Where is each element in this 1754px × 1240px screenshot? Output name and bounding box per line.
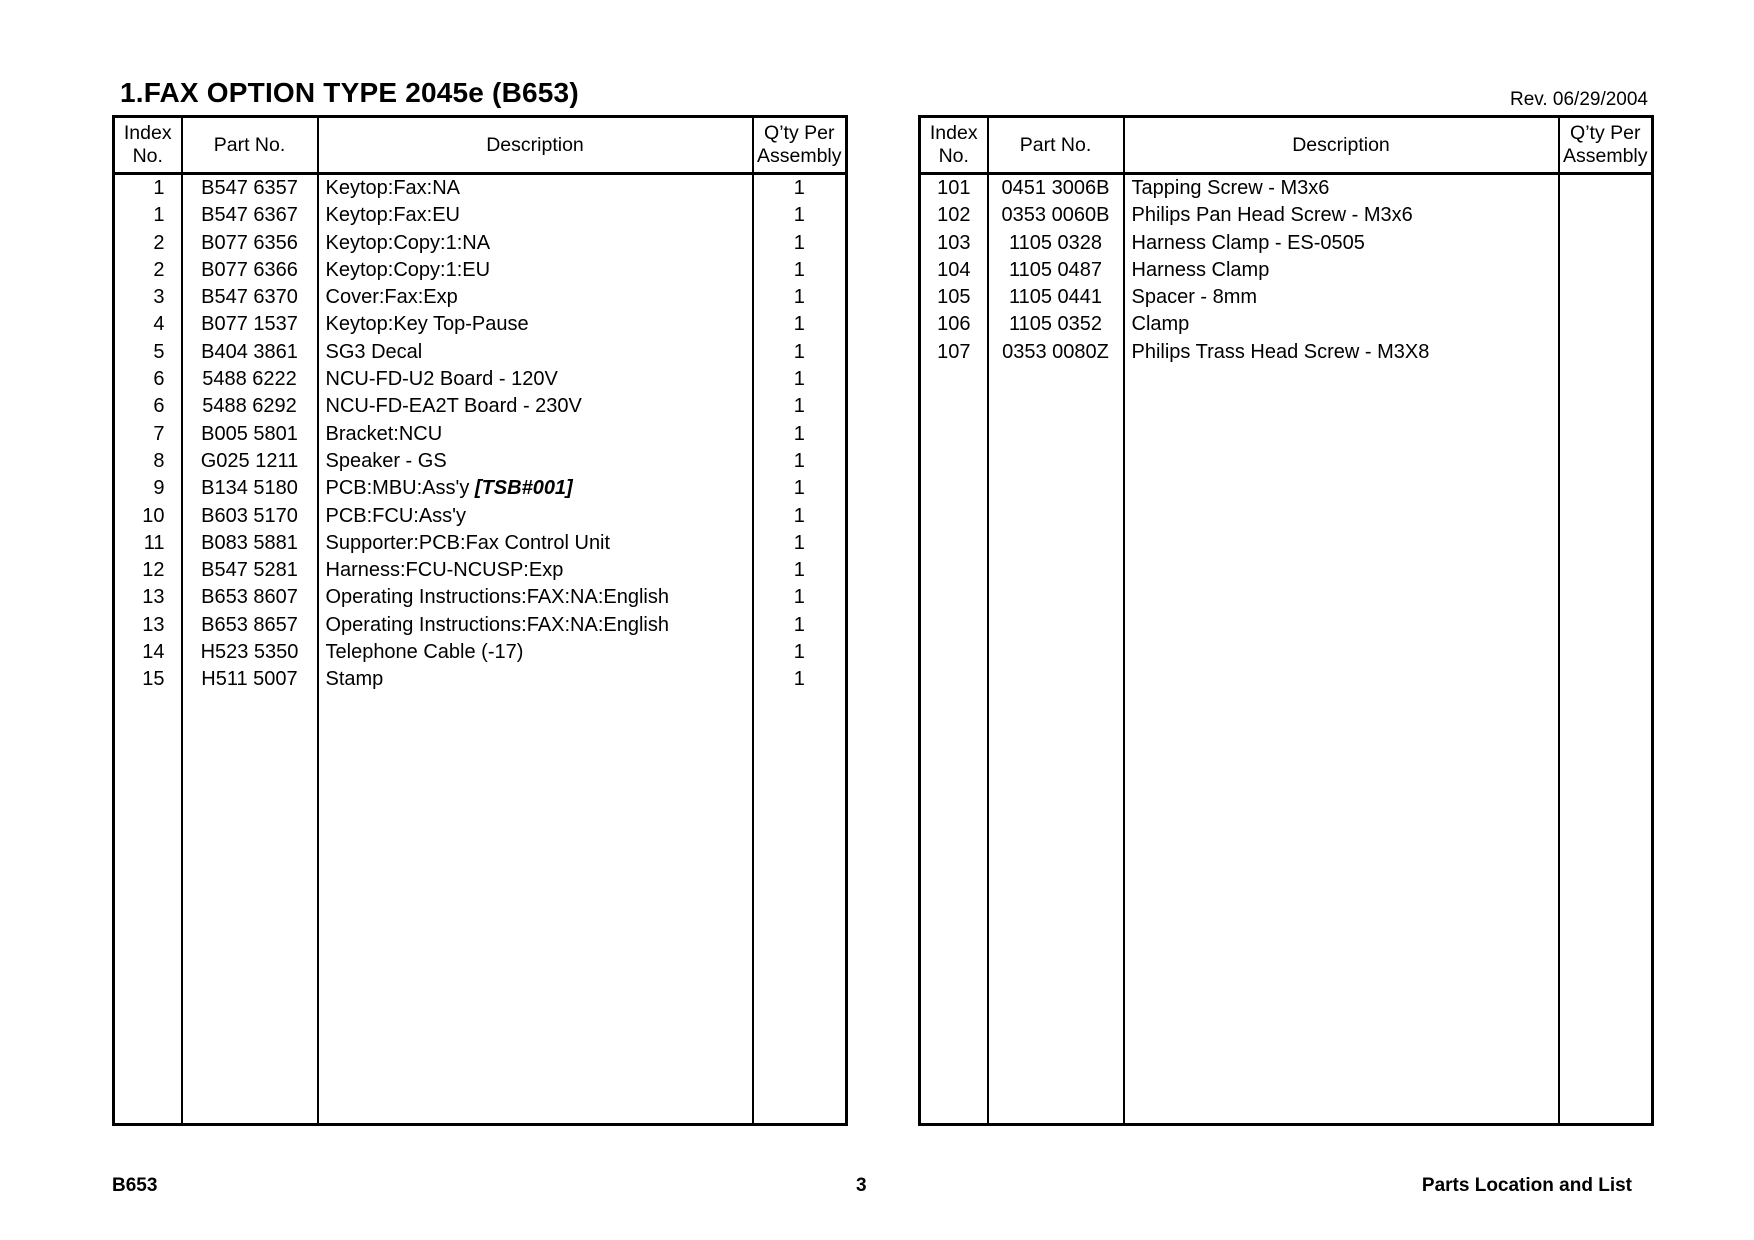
part-no-cell: 5488 6292 — [182, 393, 318, 420]
qty-cell: 1 — [753, 230, 847, 257]
part-no-cell: G025 1211 — [182, 448, 318, 475]
qty-cell — [1559, 284, 1653, 311]
part-no-cell: 0451 3006B — [988, 174, 1124, 203]
part-no-cell: B547 6357 — [182, 174, 318, 203]
index-cell: 2 — [153, 258, 165, 281]
index-cell: 105 — [937, 286, 971, 309]
qty-cell: 1 — [753, 639, 847, 666]
index-cell: 2 — [153, 231, 165, 254]
part-no-cell: B134 5180 — [182, 475, 318, 502]
part-no-cell: 1105 0487 — [988, 257, 1124, 284]
table-header-row — [114, 117, 847, 174]
table-row — [114, 202, 847, 229]
qty-cell: 1 — [753, 475, 847, 502]
description-cell: Keytop:Fax:NA — [318, 174, 753, 203]
part-no-cell: B077 6356 — [182, 230, 318, 257]
part-no-column-header: Part No. — [988, 117, 1124, 174]
empty-cell — [988, 366, 1124, 1124]
index-cell: 1 — [153, 204, 165, 227]
description-cell: Keytop:Fax:EU — [318, 202, 753, 229]
footer-model: B653 — [112, 1175, 158, 1196]
description-cell: PCB:FCU:Ass'y — [318, 503, 753, 530]
empty-cell — [318, 694, 753, 1125]
table-row — [920, 230, 1653, 257]
table-row — [114, 284, 847, 311]
table-row — [114, 174, 847, 203]
empty-cell — [1559, 366, 1653, 1124]
table-row — [114, 366, 847, 393]
qty-cell: 1 — [753, 612, 847, 639]
part-no-cell: B005 5801 — [182, 421, 318, 448]
footer-page-number: 3 — [856, 1175, 867, 1196]
description-cell: Philips Pan Head Screw - M3x6 — [1124, 202, 1559, 229]
index-cell: 9 — [153, 477, 165, 500]
description-cell: NCU-FD-U2 Board - 120V — [318, 366, 753, 393]
table-row — [920, 174, 1653, 203]
qty-cell: 1 — [753, 366, 847, 393]
part-no-cell: B547 6370 — [182, 284, 318, 311]
description-cell: Stamp — [318, 666, 753, 693]
qty-cell — [1559, 339, 1653, 366]
page-title: 1.FAX OPTION TYPE 2045e (B653) — [120, 77, 579, 108]
part-no-cell: B653 8657 — [182, 612, 318, 639]
part-no-cell: H511 5007 — [182, 666, 318, 693]
description-cell: NCU-FD-EA2T Board - 230V — [318, 393, 753, 420]
empty-cell — [182, 694, 318, 1125]
index-cell: 101 — [937, 177, 971, 199]
part-no-column-header: Part No. — [182, 117, 318, 174]
table-row — [114, 393, 847, 420]
empty-cell — [753, 694, 847, 1125]
qty-cell — [1559, 257, 1653, 284]
table-filler-row — [114, 694, 847, 1125]
table-row — [114, 448, 847, 475]
parts-table-right — [918, 115, 1654, 1126]
part-no-cell: B083 5881 — [182, 530, 318, 557]
part-no-cell: 1105 0352 — [988, 311, 1124, 338]
description-cell: Supporter:PCB:Fax Control Unit — [318, 530, 753, 557]
qty-cell: 1 — [753, 202, 847, 229]
index-cell: 11 — [143, 531, 165, 554]
footer-section: Parts Location and List — [1421, 1175, 1632, 1196]
index-cell: 103 — [937, 231, 971, 254]
part-no-cell: B547 6367 — [182, 202, 318, 229]
table-row — [114, 530, 847, 557]
qty-column-header: Q’ty Per Assembly — [1559, 117, 1653, 174]
index-cell: 7 — [153, 422, 165, 445]
table-row — [920, 339, 1653, 366]
index-cell: 3 — [153, 286, 165, 309]
description-cell: Tapping Screw - M3x6 — [1124, 174, 1559, 203]
part-no-cell: 1105 0441 — [988, 284, 1124, 311]
description-cell: Cover:Fax:Exp — [318, 284, 753, 311]
description-column-header: Description — [1124, 117, 1559, 174]
qty-cell: 1 — [753, 311, 847, 338]
description-cell: Bracket:NCU — [318, 421, 753, 448]
empty-cell — [920, 366, 988, 1124]
description-cell: Harness:FCU-NCUSP:Exp — [318, 557, 753, 584]
qty-cell — [1559, 311, 1653, 338]
description-cell: Telephone Cable (-17) — [318, 639, 753, 666]
table-row — [114, 639, 847, 666]
part-no-cell: 1105 0328 — [988, 230, 1124, 257]
description-cell: Spacer - 8mm — [1124, 284, 1559, 311]
description-cell: Harness Clamp — [1124, 257, 1559, 284]
part-no-cell: B404 3861 — [182, 339, 318, 366]
qty-cell: 1 — [753, 448, 847, 475]
index-cell: 10 — [142, 504, 165, 527]
description-cell: PCB:MBU:Ass'y [TSB#001] — [318, 475, 753, 502]
description-cell: Keytop:Copy:1:NA — [318, 230, 753, 257]
table-row — [114, 475, 847, 502]
part-no-cell: B653 8607 — [182, 584, 318, 611]
table-row — [114, 257, 847, 284]
index-column-header: Index No. — [920, 117, 988, 174]
qty-cell: 1 — [753, 557, 847, 584]
table-row — [114, 612, 847, 639]
description-cell: SG3 Decal — [318, 339, 753, 366]
part-no-cell: H523 5350 — [182, 639, 318, 666]
qty-column-header: Q’ty Per Assembly — [753, 117, 847, 174]
part-no-cell: 0353 0080Z — [988, 339, 1124, 366]
index-cell: 4 — [153, 313, 165, 336]
description-cell: Operating Instructions:FAX:NA:English — [318, 612, 753, 639]
parts-table-left — [112, 115, 848, 1126]
qty-cell: 1 — [753, 584, 847, 611]
index-cell: 1 — [153, 177, 165, 199]
index-column-header: Index No. — [114, 117, 182, 174]
table-row — [920, 257, 1653, 284]
table-row — [114, 421, 847, 448]
description-cell: Philips Trass Head Screw - M3X8 — [1124, 339, 1559, 366]
qty-cell: 1 — [753, 393, 847, 420]
qty-cell: 1 — [753, 284, 847, 311]
description-cell: Clamp — [1124, 311, 1559, 338]
table-row — [114, 666, 847, 693]
table-row — [114, 311, 847, 338]
part-no-cell: B547 5281 — [182, 557, 318, 584]
description-cell: Keytop:Copy:1:EU — [318, 257, 753, 284]
part-no-cell: 0353 0060B — [988, 202, 1124, 229]
table-row — [920, 311, 1653, 338]
index-cell: 5 — [153, 340, 165, 363]
qty-cell — [1559, 230, 1653, 257]
table-filler-row — [920, 366, 1653, 1124]
index-cell: 8 — [153, 449, 165, 472]
revision-date: Rev. 06/29/2004 — [1509, 89, 1648, 110]
index-cell: 104 — [937, 258, 971, 281]
description-column-header: Description — [318, 117, 753, 174]
index-cell: 13 — [142, 613, 165, 636]
qty-cell — [1559, 174, 1653, 203]
part-no-cell: B077 1537 — [182, 311, 318, 338]
qty-cell: 1 — [753, 421, 847, 448]
description-cell: Keytop:Key Top-Pause — [318, 311, 753, 338]
table-row — [920, 284, 1653, 311]
qty-cell: 1 — [753, 503, 847, 530]
index-cell: 6 — [153, 395, 165, 418]
qty-cell: 1 — [753, 257, 847, 284]
tsb-note: [TSB#001] — [474, 477, 573, 500]
qty-cell: 1 — [753, 174, 847, 203]
qty-cell: 1 — [753, 666, 847, 693]
index-cell: 15 — [142, 668, 165, 691]
description-cell: Speaker - GS — [318, 448, 753, 475]
empty-cell — [1124, 366, 1559, 1124]
table-row — [920, 202, 1653, 229]
part-no-cell: B077 6366 — [182, 257, 318, 284]
index-cell: 106 — [937, 313, 971, 336]
qty-cell — [1559, 202, 1653, 229]
description-cell: Operating Instructions:FAX:NA:English — [318, 584, 753, 611]
part-no-cell: B603 5170 — [182, 503, 318, 530]
qty-cell: 1 — [753, 339, 847, 366]
index-cell: 102 — [937, 204, 971, 227]
qty-cell: 1 — [753, 530, 847, 557]
part-no-cell: 5488 6222 — [182, 366, 318, 393]
empty-cell — [114, 694, 182, 1125]
table-row — [114, 339, 847, 366]
description-cell: Harness Clamp - ES-0505 — [1124, 230, 1559, 257]
table-row — [114, 230, 847, 257]
table-row — [114, 557, 847, 584]
table-row — [114, 584, 847, 611]
index-cell: 6 — [153, 368, 165, 391]
index-cell: 107 — [937, 340, 971, 363]
index-cell: 12 — [142, 559, 165, 582]
table-row — [114, 503, 847, 530]
index-cell: 13 — [142, 586, 165, 609]
index-cell: 14 — [142, 641, 165, 664]
table-header-row — [920, 117, 1653, 174]
